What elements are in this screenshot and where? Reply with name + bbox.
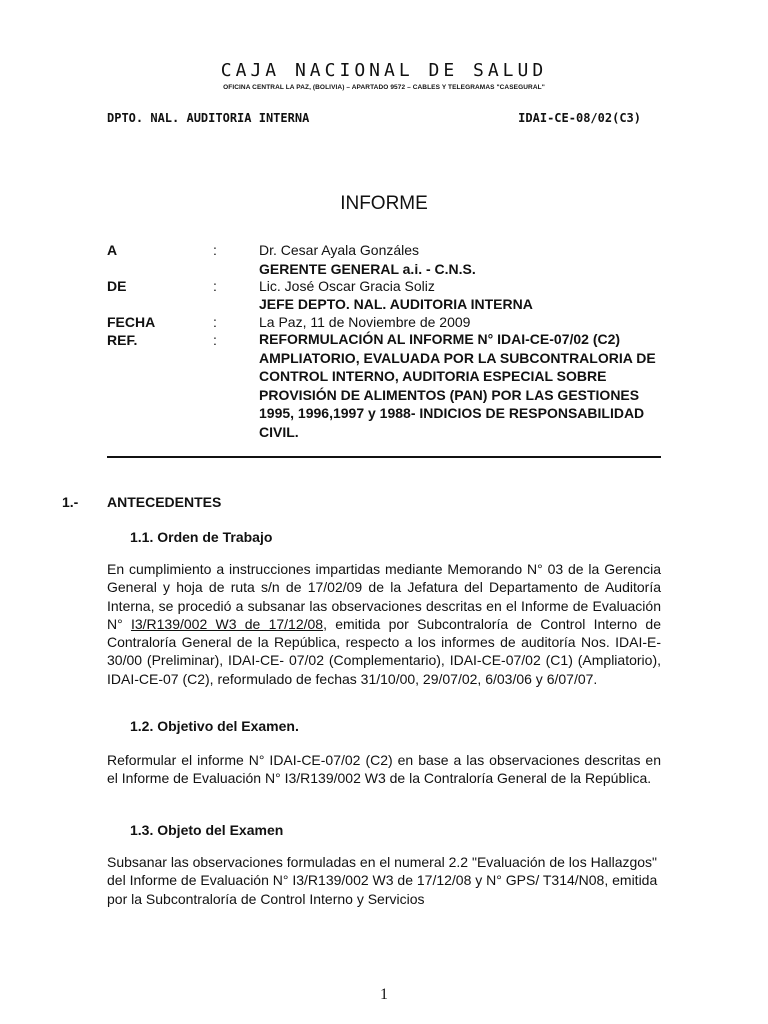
- paragraph-objetivo: Reformular el informe N° IDAI-CE-07/02 (C2) en base a las observaciones descritas en el Informe de Evaluación N° I3/R139/002 W3 de la Contraloría General de la República.: [107, 752, 661, 787]
- organization-name: CAJA NACIONAL DE SALUD: [220, 60, 548, 81]
- paragraph-objeto: Subsanar las observaciones formuladas en el numeral 2.2 "Evaluación de los Hallazgos" del Informe de Evaluación N° I3/R139/002 W3 de 17/12/08 y N° GPS/ T314/N08, emitida por la Subcontraloría de Control Interno y Servicios: [107, 854, 658, 907]
- field-colon-fecha: :: [213, 314, 217, 330]
- subsection-heading-1-1: 1.1. Orden de Trabajo: [130, 529, 273, 545]
- date-value: La Paz, 11 de Noviembre de 2009: [259, 314, 471, 330]
- header-divider: [107, 456, 661, 458]
- recipient-name: Dr. Cesar Ayala Gonzáles: [259, 242, 420, 258]
- paragraph-text-part: , emitida por Subcontraloría de Control Interno de Contraloría General de la República, respecto a los informes de auditoría Nos. IDAI-E-30/00 (Preliminar), IDAI-CE- 07/02 (Complementario), IDAI-CE-07/02 (C1) (Ampliatorio), IDAI-CE-07 (C2), reformulado de fechas 31/10/00, 29/07/02, 6/03/06 y 6/07/07.: [107, 615, 661, 687]
- field-label-fecha: FECHA: [107, 314, 156, 330]
- sender-position: JEFE DEPTO. NAL. AUDITORIA INTERNA: [259, 296, 533, 312]
- page-number: 1: [380, 986, 388, 1003]
- field-label-a: A: [107, 242, 118, 258]
- field-colon-a: :: [213, 242, 217, 258]
- section-number: 1.-: [62, 494, 79, 510]
- reference-text: REFORMULACIÓN AL INFORME N° IDAI-CE-07/02 (C2) AMPLIATORIO, EVALUADA POR LA SUBCONTRALORIA DE CONTROL INTERNO, AUDITORIA ESPECIAL SOBRE PROVISIÓN DE ALIMENTOS (PAN) POR LAS GESTIONES 1995, 1996,1997 y 1988- INDICIOS DE RESPONSABILIDAD CIVIL.: [259, 331, 656, 440]
- subsection-heading-1-3: 1.3. Objeto del Examen: [130, 822, 284, 838]
- recipient-position: GERENTE GENERAL a.i. - C.N.S.: [259, 261, 476, 277]
- organization-address: OFICINA CENTRAL LA PAZ, (BOLIVIA) – APARTADO 9572 – CABLES Y TELEGRAMAS "CASEGURAL": [223, 84, 545, 91]
- evaluation-report-reference: I3/R139/002 W3 de 17/12/08: [130, 615, 324, 632]
- document-title: INFORME: [340, 193, 428, 214]
- section-title: ANTECEDENTES: [107, 494, 222, 510]
- field-colon-ref: :: [213, 332, 217, 348]
- department-name: DPTO. NAL. AUDITORIA INTERNA: [107, 111, 310, 125]
- subsection-heading-1-2: 1.2. Objetivo del Examen.: [130, 718, 299, 734]
- document-code: IDAI-CE-08/02(C3): [518, 111, 641, 125]
- paragraph-text-part: En cumplimiento a instrucciones impartidas mediante Memorando N° 03 de la Gerencia General y hoja de ruta s/n de 17/02/09 de la Jefatura del Departamento de Auditoría Interna, se procedió a subsanar las observaciones descritas en el Informe de Evaluación N°: [107, 561, 661, 632]
- field-label-ref: REF.: [107, 332, 138, 348]
- field-label-de: DE: [107, 278, 127, 294]
- paragraph-orden-de-trabajo: [107, 560, 661, 688]
- field-colon-de: :: [213, 278, 217, 294]
- department-line: [107, 111, 641, 125]
- sender-name: Lic. José Oscar Gracia Soliz: [259, 278, 435, 294]
